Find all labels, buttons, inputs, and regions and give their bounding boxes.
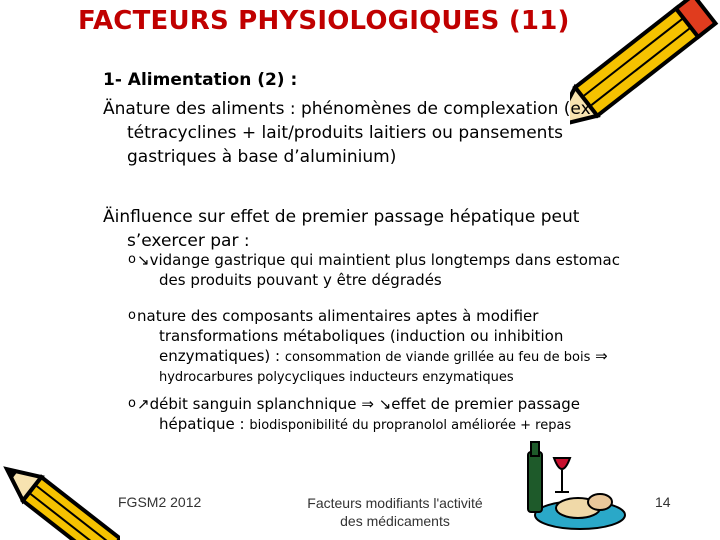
text-line-mixed <box>137 414 697 436</box>
text-fragment: effet de premier passage <box>391 395 581 413</box>
text-line: vidange gastrique qui maintient plus longtemps dans estomac <box>149 251 620 269</box>
paragraph-influence <box>103 205 663 253</box>
text-line: transformations métaboliques (induction ou inhibition <box>159 327 564 345</box>
text-line: nature des composants alimentaires aptes à modifier <box>137 307 539 325</box>
text-line: influence sur effet de premier passage hépatique peut <box>114 207 580 227</box>
page-number: 14 <box>655 494 671 510</box>
text-line: tétracyclines + lait/produits laitiers ou pansements <box>127 123 563 143</box>
footer-course: FGSM2 2012 <box>118 494 202 510</box>
bullet-debit-sanguin <box>128 394 697 436</box>
down-arrow-icon: ↘ <box>378 395 392 413</box>
text-line-small: hydrocarbures polycycliques inducteurs enzymatiques <box>159 370 514 385</box>
text-line: nature des aliments : phénomènes de complexation (ex <box>114 99 591 119</box>
bullet-vidange-gastrique <box>128 250 697 290</box>
paragraph-nature-aliments <box>103 97 663 169</box>
pencil-illustration-bottom-left <box>0 440 120 540</box>
text-line-mixed <box>137 346 697 368</box>
bullet-nature-composants <box>128 306 697 388</box>
bullet-marker: o <box>128 308 136 323</box>
text-line: s’exercer par : <box>127 231 250 251</box>
section-heading: 1- Alimentation (2) : <box>103 70 298 90</box>
text-fragment: hépatique : <box>159 415 250 433</box>
up-arrow-icon: ↗ <box>137 395 150 413</box>
bullet-marker: o <box>128 252 136 267</box>
text-fragment: débit sanguin splanchnique <box>149 395 357 413</box>
slide-title: FACTEURS PHYSIOLOGIQUES (11) <box>78 6 570 36</box>
bullet-marker: o <box>128 396 136 411</box>
down-arrow-icon: ↘ <box>137 251 150 269</box>
text-line: des produits pouvant y être dégradés <box>159 271 442 289</box>
food-wine-illustration <box>520 440 630 540</box>
arrow-icon: Ä <box>103 207 115 227</box>
implies-icon: ⇒ <box>361 395 374 413</box>
arrow-icon: Ä <box>103 99 115 119</box>
footer-title <box>290 494 500 530</box>
text-fragment-small: biodisponibilité du propranolol améliorée + repas <box>249 418 572 433</box>
footer-title-line: Facteurs modifiants l'activité <box>307 495 483 511</box>
text-fragment-small: consommation de viande grillée au feu de bois <box>284 350 591 365</box>
footer-title-line: des médicaments <box>340 513 450 529</box>
text-fragment: enzymatiques) : <box>159 347 285 365</box>
text-line: gastriques à base d’aluminium) <box>127 147 397 167</box>
implies-icon: ⇒ <box>595 347 608 365</box>
